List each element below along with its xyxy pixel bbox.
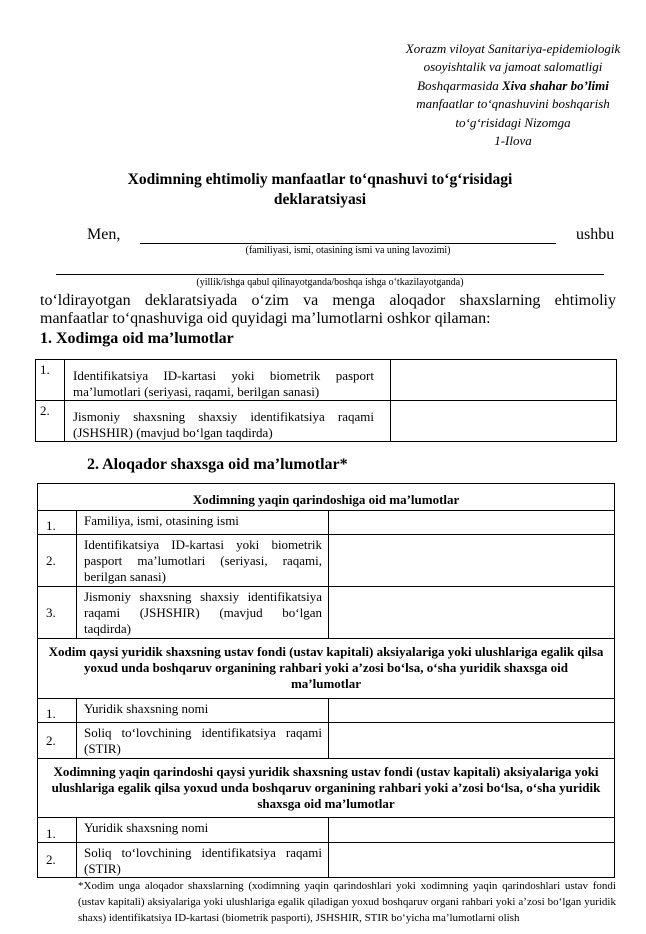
name-position-field[interactable]: [140, 225, 556, 244]
related-persons-table: [37, 483, 615, 878]
row-value-cell[interactable]: [329, 587, 615, 639]
row-label: Familiya, ismi, otasining ismi: [77, 511, 329, 535]
row-number: 2.: [36, 401, 65, 442]
row-number: 2.: [38, 535, 77, 587]
row-number: 2.: [38, 723, 77, 759]
declaration-type-hint: (yillik/ishga qabul qilinayotganda/boshqa ishga o‘tkazilayotganda): [196, 277, 464, 288]
row-label: Yuridik shaxsning nomi: [77, 699, 329, 723]
group-header-row: [38, 759, 615, 818]
footnote: [40, 878, 616, 926]
row-label: Soliq to‘lovchining identifikatsiya raqami (STIR): [77, 723, 329, 759]
row-label: Identifikatsiya ID-kartasi yoki biometrik pasport ma’lumotlari (seriyasi, raqami, berilgan sanasi): [77, 535, 329, 587]
row-value-cell[interactable]: [329, 511, 615, 535]
table-row: [38, 535, 615, 587]
table-row: [38, 843, 615, 878]
group-header-row: [38, 484, 615, 511]
men-label: Men,: [87, 226, 121, 243]
table-row: [38, 511, 615, 535]
row-value-cell[interactable]: [329, 699, 615, 723]
paragraph-line: to‘ldirayotgan deklaratsiyada o‘zim va menga aloqador shaxslarning ehtimoliy: [40, 292, 616, 309]
table-row: [36, 401, 617, 442]
group-header-row: [38, 639, 615, 699]
group-header: Xodimning yaqin qarindoshi qaysi yuridik shaxsning ustav fondi (ustav kapitali) aksiyalariga yoki ulushlariga egalik qilsa yoxud unda boshqaruv organining rahbari yoki a’zosi bo‘lsa, o‘sha yuridik shaxsga oid ma’lumotlar: [38, 759, 615, 818]
row-number: 2.: [38, 843, 77, 878]
page-title-line: deklaratsiyasi: [273, 191, 367, 208]
group-header: Xodimning yaqin qarindoshiga oid ma’lumotlar: [38, 484, 615, 511]
row-value-cell[interactable]: [329, 843, 615, 878]
declaration-paragraph: [40, 292, 616, 328]
row-label: Jismoniy shaxsning shaxsiy identifikatsiya raqami (JSHSHIR) (mavjud bo‘lgan taqdirda): [77, 587, 329, 639]
name-position-hint: (familiyasi, ismi, otasining ismi va uning lavozimi): [245, 245, 451, 256]
appendix-number: 1-Ilova: [494, 133, 532, 149]
row-label: Identifikatsiya ID-kartasi yoki biometrik pasport ma’lumotlari (seriyasi, raqami, berilgan sanasi): [65, 360, 391, 401]
table-row: [38, 699, 615, 723]
row-label: Soliq to‘lovchining identifikatsiya raqami (STIR): [77, 843, 329, 878]
row-label: Yuridik shaxsning nomi: [77, 818, 329, 843]
page-title: [100, 170, 540, 210]
page-title-line: Xodimning ehtimoliy manfaatlar to‘qnashuvi to‘g‘risidagi: [127, 171, 513, 188]
row-number: 1.: [38, 511, 77, 535]
appendix-line: to‘g‘risidagi Nizomga: [455, 114, 571, 130]
declaration-type-field[interactable]: [56, 256, 604, 275]
paragraph-line: manfaatlar to‘qnashuviga oid quyidagi ma’lumotlarni oshkor qilaman:: [40, 310, 491, 327]
appendix-line: Xorazm viloyat Sanitariya-epidemiologik: [405, 41, 621, 56]
appendix-line: [380, 77, 646, 95]
appendix-note: [380, 40, 646, 150]
employee-info-table: [35, 359, 617, 442]
row-number: 3.: [38, 587, 77, 639]
section2-heading: 2. Aloqador shaxsga oid ma’lumotlar*: [87, 456, 348, 473]
section1-heading: 1. Xodimga oid ma’lumotlar: [40, 330, 234, 347]
group-header: Xodim qaysi yuridik shaxsning ustav fondi (ustav kapitali) aksiyalariga yoki ulushlariga egalik qilsa yoxud unda boshqaruv organining rahbari yoki a’zosi bo‘lsa, o‘sha yuridik shaxsga oid ma’lumotlar: [38, 639, 615, 699]
row-value-cell[interactable]: [329, 818, 615, 843]
table-row: [38, 723, 615, 759]
footnote-text: *Xodim unga aloqador shaxslarning (xodimning yaqin qarindoshlari yoki xodimning yaqin qarindoshlari ustav fondi (ustav kapitali) aksiyalariga yoki ulushlariga egalik qiladigan yoxud boshqaruv organi rahbari yoki a’zosi bo‘lgan yuridik shaxs) identifikatsiya ID-kartasi (biometrik pasporti), JSHSHIR, STIR bo‘yicha ma’lumotlarni olish: [78, 880, 616, 924]
appendix-line: osoyishtalik va jamoat salomatligi: [423, 59, 603, 75]
table-row: [36, 360, 617, 401]
appendix-line-bold: Xiva shahar bo’limi: [501, 77, 609, 93]
row-value-cell[interactable]: [391, 401, 617, 442]
table-row: [38, 818, 615, 843]
row-number: 1.: [36, 360, 65, 401]
row-label: Jismoniy shaxsning shaxsiy identifikatsiya raqami (JSHSHIR) (mavjud bo‘lgan taqdirda): [65, 401, 391, 442]
row-number: 1.: [38, 699, 77, 723]
ushbu-label: ushbu: [576, 226, 615, 243]
appendix-line-prefix: Boshqarmasida: [417, 77, 499, 93]
row-number: 1.: [38, 818, 77, 843]
table-row: [38, 587, 615, 639]
appendix-line: manfaatlar to‘qnashuvini boshqarish: [416, 96, 610, 112]
row-value-cell[interactable]: [329, 723, 615, 759]
row-value-cell[interactable]: [391, 360, 617, 401]
row-value-cell[interactable]: [329, 535, 615, 587]
